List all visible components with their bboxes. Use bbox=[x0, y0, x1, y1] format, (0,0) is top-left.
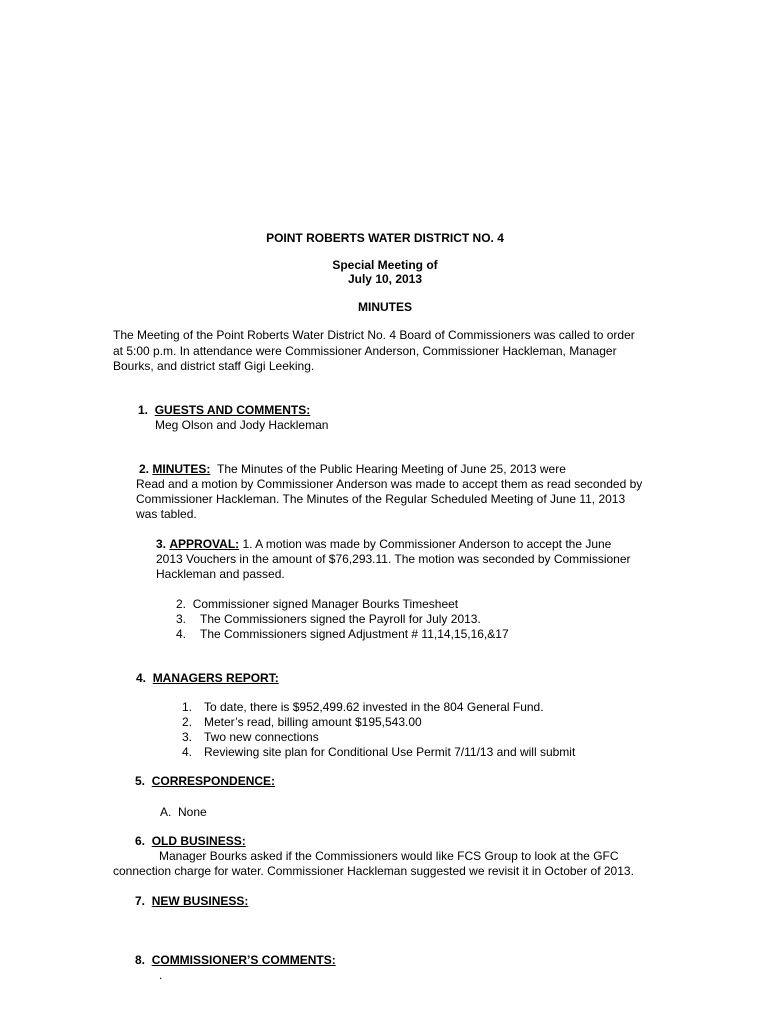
section-7-heading bbox=[135, 894, 248, 909]
section-1-heading bbox=[138, 403, 310, 418]
list-item-number: 1. bbox=[182, 700, 193, 714]
section-8-body: . bbox=[159, 968, 163, 982]
section-4-heading bbox=[136, 671, 279, 686]
meeting-date: July 10, 2013 bbox=[347, 272, 423, 286]
section-title: MINUTES: bbox=[152, 462, 211, 476]
section-3-heading bbox=[156, 537, 668, 552]
list-item-number: 4. bbox=[176, 627, 187, 641]
section-number: 7. bbox=[135, 894, 146, 908]
minutes-heading: MINUTES bbox=[358, 300, 412, 314]
list-item bbox=[182, 745, 575, 760]
section-8-heading bbox=[135, 953, 336, 968]
list-item-text: To date, there is $952,499.62 invested in the 804 General Fund. bbox=[204, 700, 544, 714]
list-item-text: The Commissioners signed Adjustment # 11,14,15,16,&17 bbox=[200, 627, 509, 641]
section-title: COMMISSIONER’S COMMENTS: bbox=[151, 953, 336, 967]
section-number: 6. bbox=[135, 834, 146, 848]
section-6-line-2: connection charge for water. Commissioner Hackleman suggested we revisit it in October of 2013. bbox=[113, 864, 634, 878]
section-title: CORRESPONDENCE: bbox=[151, 774, 276, 788]
intro-line-1: The Meeting of the Point Roberts Water District No. 4 Board of Commissioners was called to order bbox=[113, 328, 635, 342]
section-title: NEW BUSINESS: bbox=[151, 894, 249, 908]
section-2-line-2: Read and a motion by Commissioner Anderson was made to accept them as read seconded by bbox=[136, 477, 643, 491]
list-item-number: 2. bbox=[182, 715, 193, 729]
list-item-text: Two new connections bbox=[204, 730, 319, 744]
section-3-line-2: 2013 Vouchers in the amount of $76,293.11. The motion was seconded by Commissioner bbox=[156, 552, 631, 566]
section-2-line-1: The Minutes of the Public Hearing Meeting of June 25, 2013 were bbox=[217, 462, 566, 476]
list-item bbox=[182, 700, 544, 715]
meeting-type: Special Meeting of bbox=[332, 258, 438, 272]
section-title: OLD BUSINESS: bbox=[151, 834, 246, 848]
section-number: 1. bbox=[138, 403, 149, 417]
list-item-text: Meter’s read, billing amount $195,543.00 bbox=[204, 715, 422, 729]
section-title: GUESTS AND COMMENTS: bbox=[154, 403, 311, 417]
section-3-line-3: Hackleman and passed. bbox=[156, 567, 285, 581]
intro-line-3: Bourks, and district staff Gigi Leeking. bbox=[113, 359, 315, 373]
list-item-text: Reviewing site plan for Conditional Use Permit 7/11/13 and will submit bbox=[204, 745, 576, 759]
list-item-number: 3. bbox=[182, 730, 193, 744]
list-item-text: The Commissioners signed the Payroll for July 2013. bbox=[200, 612, 481, 626]
section-title: MANAGERS REPORT: bbox=[152, 671, 279, 685]
list-item bbox=[182, 715, 422, 730]
section-5-heading bbox=[135, 774, 275, 789]
list-item-number: 2. bbox=[176, 597, 187, 611]
section-6-heading bbox=[135, 834, 246, 849]
section-1-body: Meg Olson and Jody Hackleman bbox=[155, 418, 329, 432]
section-number: 4. bbox=[136, 671, 147, 685]
section-number: 3. bbox=[156, 537, 167, 551]
section-number: 2. bbox=[139, 462, 150, 476]
section-title: APPROVAL: bbox=[169, 537, 240, 551]
section-number: 8. bbox=[135, 953, 146, 967]
list-item bbox=[176, 627, 509, 642]
section-2-line-4: was tabled. bbox=[136, 507, 197, 521]
section-2-line-3: Commissioner Hackleman. The Minutes of the Regular Scheduled Meeting of June 11, 2013 bbox=[136, 492, 626, 506]
intro-line-2: at 5:00 p.m. In attendance were Commissioner Anderson, Commissioner Hackleman, Manager bbox=[113, 344, 617, 358]
section-6-line-1: Manager Bourks asked if the Commissioners would like FCS Group to look at the GFC bbox=[159, 849, 619, 863]
list-item bbox=[176, 597, 458, 612]
list-item-number: 4. bbox=[182, 745, 193, 759]
list-item-number: 3. bbox=[176, 612, 187, 626]
section-5-item: A. None bbox=[160, 805, 207, 819]
district-title: POINT ROBERTS WATER DISTRICT NO. 4 bbox=[266, 231, 504, 245]
section-3-line-1: 1. A motion was made by Commissioner Anderson to accept the June bbox=[242, 537, 612, 551]
list-item bbox=[176, 612, 481, 627]
section-2-heading bbox=[139, 462, 566, 477]
section-number: 5. bbox=[135, 774, 146, 788]
list-item-text: Commissioner signed Manager Bourks Timesheet bbox=[192, 597, 459, 611]
list-item bbox=[182, 730, 319, 745]
